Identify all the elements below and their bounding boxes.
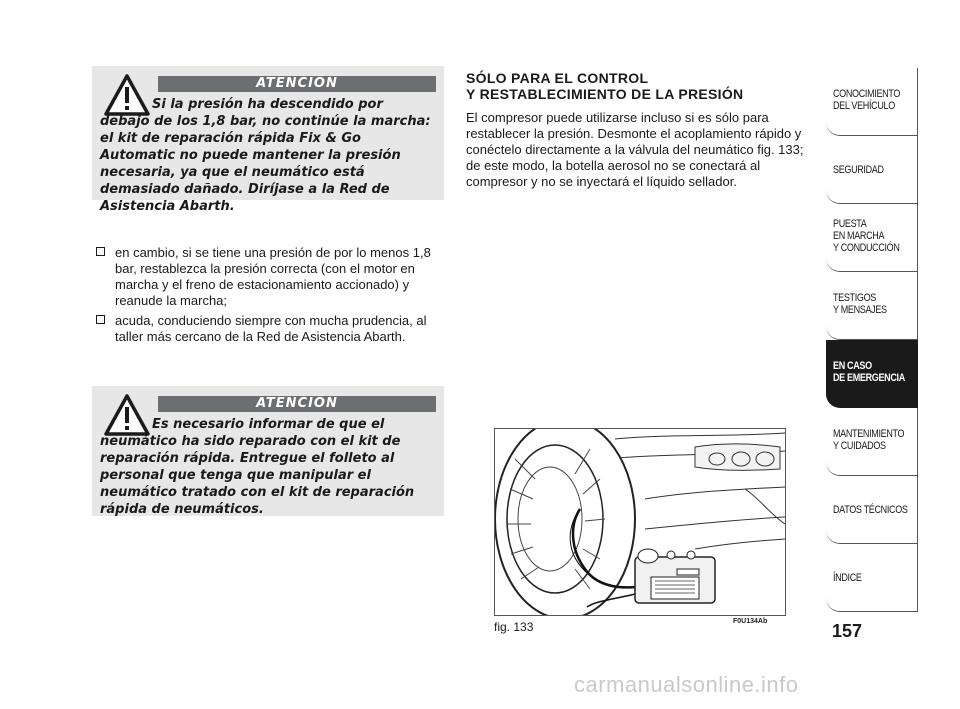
instruction-list bbox=[96, 245, 446, 349]
chapter-tab[interactable] bbox=[826, 408, 918, 476]
warning-text: Si la presión ha descendido por debajo de los 1,8 bar, no continúe la marcha: el kit de reparación rápida Fix & Go Automatic no puede mantener la presión necesaria, ya que el neumático está demasiado dañado. Diríjase a la Red de Asistencia Abarth. bbox=[100, 97, 431, 214]
figure-compressor-illustration bbox=[494, 428, 786, 616]
chapter-tab-label: DATOS TÉCNICOS bbox=[833, 504, 908, 516]
chapter-tab[interactable] bbox=[826, 204, 918, 272]
chapter-tab-label: DE EMERGENCIA bbox=[833, 372, 905, 384]
chapter-tab-label: EN CASO bbox=[833, 360, 872, 372]
section-pressure-check bbox=[466, 70, 806, 190]
chapter-tab-label: EN MARCHA bbox=[833, 230, 885, 242]
warning-text: Es necesario informar de que el neumático ha sido reparado con el kit de reparación rápida. Entregue el folleto al personal que tenga que manipular el neumático tratado con el kit de reparación rápida de neumáticos. bbox=[100, 417, 415, 517]
checkbox-bullet-icon bbox=[96, 247, 105, 256]
section-body: El compresor puede utilizarse incluso si es sólo para restablecer la presión. Desmonte el acoplamiento rápido y conéctelo directamente a la válvula del neumático fig. 133; de este modo, la botella aerosol no se conectará al compresor y no se inyectará el líquido sellador. bbox=[466, 110, 804, 189]
checkbox-bullet-icon bbox=[96, 315, 105, 324]
warning-label: ATENCIÓN bbox=[158, 396, 436, 412]
chapter-tab-label: CONOCIMIENTO bbox=[833, 88, 901, 100]
chapter-tab[interactable] bbox=[826, 340, 918, 408]
warning-box-inform bbox=[92, 386, 444, 516]
chapter-tab-label: Y CUIDADOS bbox=[833, 440, 886, 452]
section-title: SÓLO PARA EL CONTROL Y RESTABLECIMIENTO DE LA PRESIÓN bbox=[466, 70, 744, 102]
warning-box-pressure bbox=[92, 66, 444, 214]
chapter-tab[interactable] bbox=[826, 136, 918, 204]
chapter-tab-label: PUESTA bbox=[833, 218, 867, 230]
chapter-tab-label: TESTIGOS bbox=[833, 292, 876, 304]
chapter-tab-label: MANTENIMIENTO bbox=[833, 428, 905, 440]
chapter-tab-label: Y MENSAJES bbox=[833, 304, 887, 316]
chapter-tab-label: DEL VEHÍCULO bbox=[833, 100, 895, 112]
chapter-tab-label: ÍNDICE bbox=[833, 572, 862, 584]
chapter-tab-label: SEGURIDAD bbox=[833, 164, 884, 176]
chapter-tab-label: Y CONDUCCIÓN bbox=[833, 242, 900, 254]
warning-triangle-icon bbox=[104, 74, 150, 116]
chapter-tabs bbox=[826, 68, 918, 612]
chapter-tab[interactable] bbox=[826, 544, 918, 612]
chapter-tab[interactable] bbox=[826, 68, 918, 136]
warning-label: ATENCIÓN bbox=[158, 76, 436, 92]
list-item: en cambio, si se tiene una presión de por lo menos 1,8 bar, restablezca la presión correcta (con el motor en marcha y el freno de estacionamiento accionado) y reanude la marcha; bbox=[96, 245, 446, 309]
page-number: 157 bbox=[832, 621, 863, 641]
watermark: carmanualsonline.info bbox=[574, 672, 799, 697]
compressor-tire-illustration bbox=[495, 429, 786, 616]
warning-triangle-icon bbox=[104, 394, 150, 436]
chapter-tab[interactable] bbox=[826, 476, 918, 544]
chapter-tab[interactable] bbox=[826, 272, 918, 340]
figure-code: F0U134Ab bbox=[733, 618, 768, 625]
figure-caption: fig. 133 bbox=[494, 620, 534, 634]
list-item: acuda, conduciendo siempre con mucha prudencia, al taller más cercano de la Red de Asistencia Abarth. bbox=[96, 313, 446, 345]
